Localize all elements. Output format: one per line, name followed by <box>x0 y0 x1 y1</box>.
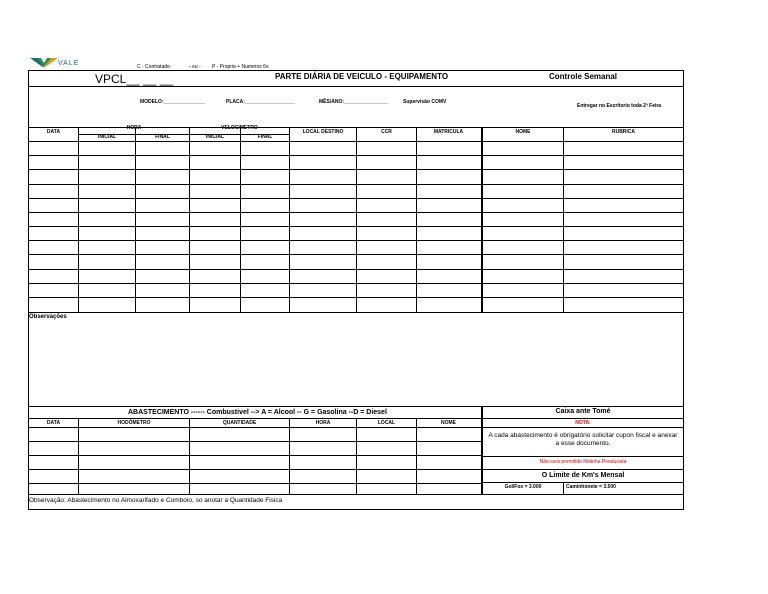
col-matricula: MATRICULA <box>433 129 464 135</box>
side-line <box>482 456 684 457</box>
row-line <box>28 198 684 199</box>
legend-ou: - ou - <box>189 64 201 70</box>
row-line <box>28 254 684 255</box>
frame-right <box>683 70 684 510</box>
col-rubrica: RUBRICA <box>611 129 636 135</box>
abast-column-line <box>356 418 357 495</box>
abast-column-line <box>289 418 290 495</box>
nota-text-1: A cada abastecimento é obrigatório solicitar cupon fiscal e anexar <box>488 432 678 439</box>
entregar-note: Entregar no Escritorio toda 2ª Feira <box>577 103 662 109</box>
frame-left <box>28 70 29 510</box>
abast-column-line <box>416 418 417 495</box>
limite-gol: Gol/Fox = 3.000 <box>504 484 542 490</box>
row-line <box>28 283 684 284</box>
form-title: PARTE DIÁRIA DE VEICULO - EQUIPAMENTO <box>275 72 449 81</box>
side-line <box>482 482 684 483</box>
abast-row-line <box>28 441 483 442</box>
row-line <box>28 240 684 241</box>
row-line <box>28 226 684 227</box>
abast-row-line <box>28 455 483 456</box>
row-line <box>28 297 684 298</box>
col-hora-inicial: INICIAL <box>97 134 117 140</box>
col-local-destino: LOCAL DESTINO <box>302 129 344 135</box>
vpcl-field: VPCL__ __ __ <box>95 72 174 86</box>
row-line <box>28 212 684 213</box>
abastecimento-title: ABASTECIMENTO ------ Combustivel --> A = Alcool -- G = Gasolina --D = Diesel <box>128 409 387 416</box>
abast-col-nome: NOME <box>441 420 456 426</box>
col-velocimetro: VELOCIMETRO <box>221 125 258 131</box>
abast-title-line <box>28 418 483 419</box>
observacoes-label: Observações <box>29 314 67 320</box>
supervisao-label: Supervisão COMV <box>403 99 447 105</box>
row-line <box>28 155 684 156</box>
nao-sera-note: Não será permitido Notinha Pendurada <box>539 459 627 465</box>
frame-top <box>28 70 684 71</box>
col-vel-final: FINAL <box>257 134 273 140</box>
col-ccr: CCR <box>381 129 392 135</box>
row-line <box>28 169 684 170</box>
nota-text-2: a esse documento. <box>555 440 611 447</box>
footer-top <box>28 494 684 495</box>
col-hora: HORA <box>126 125 142 131</box>
vale-logo-text: VALE <box>58 60 80 67</box>
mes-ano-field: MÊS/ANO:________________ <box>319 99 389 105</box>
side-line <box>482 469 684 470</box>
col-vel-inicial: INICIAL <box>205 134 225 140</box>
placa-field: PLACA:__________________ <box>226 99 295 105</box>
legend-contratado: C - Contratado <box>137 64 170 70</box>
abast-col-local: LOCAL <box>377 420 396 426</box>
modelo-field: MODELO:_______________ <box>140 99 206 105</box>
abast-column-line <box>78 418 79 495</box>
col-hora-final: FINAL <box>155 134 170 140</box>
caixa-title: Caixa ante Tomé <box>555 408 611 415</box>
nota-label: NOTA: <box>575 420 591 426</box>
limite-caminhonete: Caminhonete = 3.500 <box>566 484 616 490</box>
col-data: DATA <box>46 129 61 135</box>
abast-row-line <box>28 483 483 484</box>
abast-column-line <box>189 418 190 495</box>
col-nome: NOME <box>515 129 531 135</box>
abast-col-quantidade: QUANTIDADE <box>222 420 257 426</box>
abast-col-data: DATA <box>46 420 61 426</box>
row-line <box>28 312 684 313</box>
footer-observacao: Observação: Abastecimento no Almoxarifado e Comboio, so anotar a Quantidade Fisica <box>29 497 283 504</box>
header-bottom <box>28 141 684 142</box>
row-line <box>28 269 684 270</box>
side-line <box>482 418 684 419</box>
abast-col-hora: HORA <box>315 420 331 426</box>
abast-col-hodometro: HODÔMETRO <box>117 420 151 426</box>
legend-proprio: P - Proprio + Numeros 6x <box>212 64 269 70</box>
controle-semanal: Controle Semanal <box>549 72 618 81</box>
frame-bottom <box>28 509 684 510</box>
abast-top <box>28 406 684 407</box>
limite-title: O Limite de Km's Mensal <box>541 472 625 479</box>
header-divider <box>28 86 684 87</box>
row-line <box>28 184 684 185</box>
abast-row-line <box>28 469 483 470</box>
